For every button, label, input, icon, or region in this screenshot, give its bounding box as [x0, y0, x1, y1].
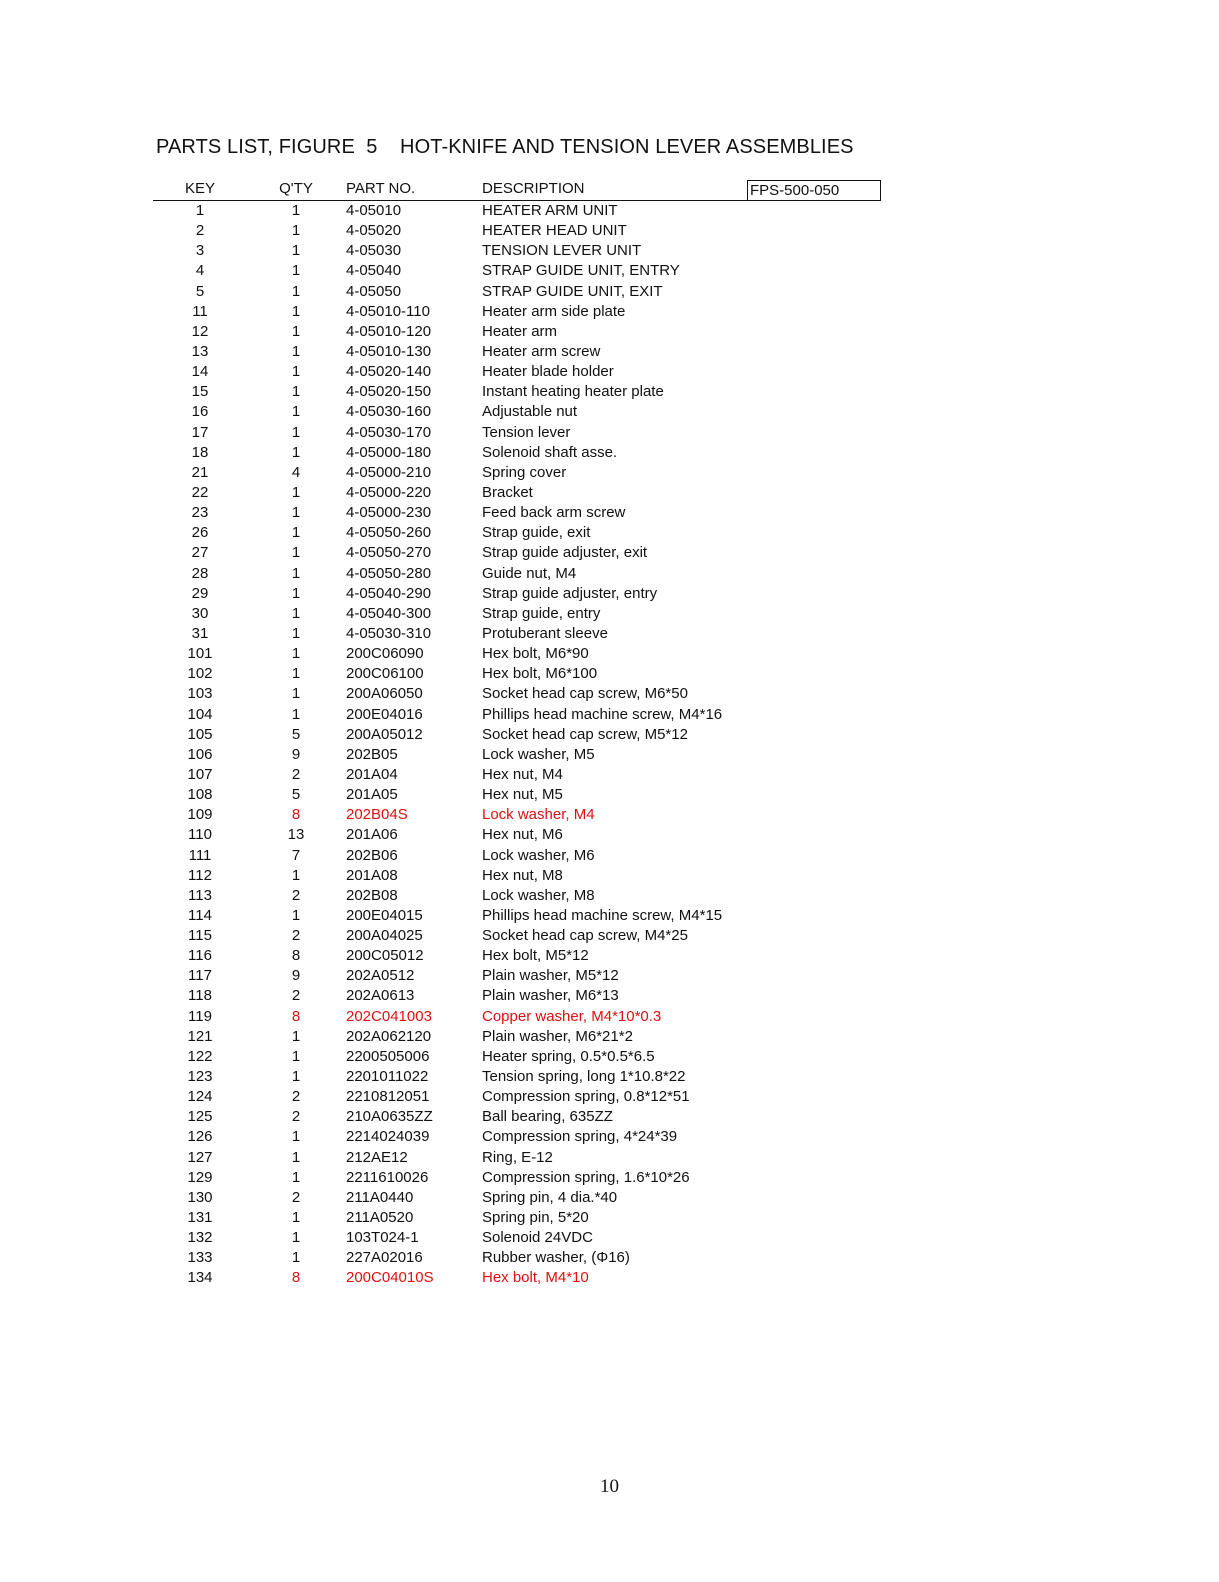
- row-key: 116: [188, 947, 212, 965]
- row-description: Adjustable nut: [482, 403, 578, 421]
- row-key: 22: [191, 483, 209, 501]
- row-qty: 1: [291, 1027, 301, 1045]
- row-key: 107: [187, 765, 213, 783]
- row-key: 13: [191, 342, 209, 360]
- row-qty: 1: [291, 1209, 301, 1227]
- row-description: Socket head cap screw, M5*12: [482, 725, 688, 743]
- row-qty: 8: [291, 806, 301, 824]
- row-description: Socket head cap screw, M6*50: [482, 685, 688, 703]
- row-part-no: 4-05010-120: [346, 322, 432, 340]
- row-qty: 9: [291, 745, 301, 763]
- row-description: Tension spring, long 1*10.8*22: [482, 1068, 686, 1086]
- row-qty: 1: [291, 866, 301, 884]
- row-key: 30: [191, 604, 209, 622]
- table-row: [0, 503, 1219, 523]
- row-qty: 2: [291, 1188, 301, 1206]
- row-key: 104: [187, 705, 213, 723]
- row-key: 115: [188, 927, 212, 945]
- row-key: 117: [188, 967, 212, 985]
- row-description: Heater arm side plate: [482, 302, 626, 320]
- figure-reference-box: FPS-500-050: [747, 180, 881, 201]
- row-key: 18: [191, 443, 209, 461]
- row-qty: 1: [291, 705, 301, 723]
- row-key: 118: [188, 987, 212, 1005]
- table-row: [0, 624, 1219, 644]
- row-key: 4: [195, 262, 205, 280]
- row-qty: 8: [291, 1007, 301, 1025]
- row-part-no: 201A08: [346, 866, 398, 884]
- row-description: Tension lever: [482, 423, 571, 441]
- row-description: Lock washer, M5: [482, 745, 595, 763]
- row-description: Protuberant sleeve: [482, 624, 608, 642]
- row-description: STRAP GUIDE UNIT, ENTRY: [482, 262, 680, 280]
- row-key: 129: [187, 1168, 213, 1186]
- row-part-no: 200C05012: [346, 947, 424, 965]
- table-row: [0, 1107, 1219, 1127]
- row-description: Phillips head machine screw, M4*15: [482, 906, 723, 924]
- table-row: [0, 1007, 1219, 1027]
- row-description: Hex nut, M4: [482, 765, 563, 783]
- row-qty: 4: [291, 463, 301, 481]
- parts-table: [0, 201, 1219, 1289]
- row-key: 26: [191, 524, 209, 542]
- row-part-no: 202A062120: [346, 1027, 432, 1045]
- column-header-part-no: PART NO.: [346, 180, 416, 197]
- row-part-no: 2211610026: [346, 1168, 429, 1186]
- row-qty: 9: [291, 967, 301, 985]
- row-part-no: 212AE12: [346, 1148, 408, 1166]
- table-row: [0, 906, 1219, 926]
- row-qty: 1: [291, 403, 301, 421]
- row-description: Strap guide adjuster, exit: [482, 544, 648, 562]
- row-part-no: 4-05030-310: [346, 624, 432, 642]
- table-row: [0, 604, 1219, 624]
- row-part-no: 4-05050: [346, 282, 402, 300]
- row-qty: 1: [291, 1148, 301, 1166]
- row-part-no: 103T024-1: [346, 1229, 419, 1247]
- row-description: Instant heating heater plate: [482, 383, 664, 401]
- row-description: Strap guide, exit: [482, 524, 591, 542]
- row-part-no: 4-05040: [346, 262, 402, 280]
- row-part-no: 201A05: [346, 786, 398, 804]
- row-description: Heater arm screw: [482, 342, 601, 360]
- row-key: 132: [187, 1229, 213, 1247]
- row-key: 101: [187, 645, 213, 663]
- row-key: 126: [187, 1128, 213, 1146]
- row-qty: 1: [291, 524, 301, 542]
- row-qty: 1: [291, 1249, 301, 1267]
- table-row: [0, 1188, 1219, 1208]
- row-part-no: 201A04: [346, 765, 398, 783]
- row-part-no: 4-05030-160: [346, 403, 432, 421]
- row-part-no: 2210812051: [346, 1088, 430, 1106]
- row-key: 12: [191, 322, 209, 340]
- table-row: [0, 1087, 1219, 1107]
- table-row: [0, 241, 1219, 261]
- row-part-no: 4-05000-220: [346, 483, 432, 501]
- row-part-no: 4-05040-300: [346, 604, 432, 622]
- column-header-qty: Q'TY: [279, 180, 313, 197]
- table-row: [0, 342, 1219, 362]
- row-part-no: 200A05012: [346, 725, 423, 743]
- page-title: PARTS LIST, FIGURE 5 HOT-KNIFE AND TENSION LEVER ASSEMBLIES: [156, 136, 854, 158]
- row-description: Ring, E-12: [482, 1148, 553, 1166]
- row-part-no: 200C06100: [346, 665, 424, 683]
- row-qty: 1: [291, 584, 301, 602]
- table-row: [0, 825, 1219, 845]
- table-row: [0, 564, 1219, 584]
- row-key: 127: [187, 1148, 213, 1166]
- table-row: [0, 584, 1219, 604]
- table-row: [0, 463, 1219, 483]
- table-row: [0, 705, 1219, 725]
- row-qty: 7: [291, 846, 301, 864]
- row-qty: 1: [291, 322, 301, 340]
- row-description: Feed back arm screw: [482, 504, 626, 522]
- row-qty: 2: [291, 1108, 301, 1126]
- row-qty: 1: [291, 1168, 301, 1186]
- row-part-no: 4-05010-110: [346, 302, 430, 320]
- row-qty: 1: [291, 1229, 301, 1247]
- row-description: Ball bearing, 635ZZ: [482, 1108, 613, 1126]
- row-part-no: 4-05020-150: [346, 383, 432, 401]
- row-qty: 1: [291, 443, 301, 461]
- row-qty: 2: [291, 987, 301, 1005]
- row-qty: 8: [291, 947, 301, 965]
- row-key: 108: [187, 786, 213, 804]
- table-row: [0, 1148, 1219, 1168]
- row-key: 133: [187, 1249, 213, 1267]
- row-key: 28: [191, 564, 209, 582]
- table-row: [0, 926, 1219, 946]
- row-key: 122: [187, 1047, 213, 1065]
- row-description: Heater arm: [482, 322, 558, 340]
- row-description: Rubber washer, (Φ16): [482, 1249, 630, 1267]
- row-key: 106: [187, 745, 213, 763]
- row-qty: 1: [291, 282, 301, 300]
- row-description: Heater blade holder: [482, 363, 614, 381]
- row-key: 105: [187, 725, 213, 743]
- row-part-no: 4-05040-290: [346, 584, 432, 602]
- row-description: Phillips head machine screw, M4*16: [482, 705, 723, 723]
- table-row: [0, 443, 1219, 463]
- row-qty: 1: [291, 383, 301, 401]
- row-part-no: 202B04S: [346, 806, 408, 824]
- row-key: 121: [187, 1027, 213, 1045]
- row-qty: 8: [291, 1269, 301, 1287]
- table-row: [0, 644, 1219, 664]
- row-qty: 1: [291, 1128, 301, 1146]
- row-key: 3: [195, 242, 205, 260]
- row-part-no: 210A0635ZZ: [346, 1108, 433, 1126]
- row-qty: 5: [291, 725, 301, 743]
- row-qty: 1: [291, 1047, 301, 1065]
- table-row: [0, 1047, 1219, 1067]
- row-key: 111: [188, 846, 212, 864]
- row-key: 27: [191, 544, 209, 562]
- row-part-no: 4-05030-170: [346, 423, 432, 441]
- table-row: [0, 221, 1219, 241]
- table-row: [0, 362, 1219, 382]
- row-qty: 1: [291, 363, 301, 381]
- row-description: Compression spring, 4*24*39: [482, 1128, 678, 1146]
- table-row: [0, 201, 1219, 221]
- row-key: 113: [188, 886, 212, 904]
- row-part-no: 200E04016: [346, 705, 423, 723]
- table-row: [0, 1208, 1219, 1228]
- row-description: Guide nut, M4: [482, 564, 577, 582]
- row-part-no: 2201011022: [346, 1068, 429, 1086]
- row-description: TENSION LEVER UNIT: [482, 242, 642, 260]
- row-qty: 2: [291, 1088, 301, 1106]
- row-description: Solenoid shaft asse.: [482, 443, 618, 461]
- row-description: HEATER ARM UNIT: [482, 202, 618, 219]
- row-qty: 2: [291, 927, 301, 945]
- row-part-no: 4-05050-280: [346, 564, 432, 582]
- row-part-no: 4-05000-210: [346, 463, 432, 481]
- table-row: [0, 1268, 1219, 1288]
- row-qty: 2: [291, 765, 301, 783]
- row-description: HEATER HEAD UNIT: [482, 222, 627, 240]
- row-key: 124: [187, 1088, 213, 1106]
- row-part-no: 200A04025: [346, 927, 423, 945]
- table-row: [0, 1127, 1219, 1147]
- row-part-no: 202A0512: [346, 967, 415, 985]
- row-key: 14: [191, 363, 209, 381]
- table-row: [0, 866, 1219, 886]
- table-row: [0, 1228, 1219, 1248]
- row-key: 29: [191, 584, 209, 602]
- column-header-description: DESCRIPTION: [482, 180, 585, 197]
- row-description: Lock washer, M6: [482, 846, 595, 864]
- row-key: 23: [191, 504, 209, 522]
- table-row: [0, 664, 1219, 684]
- row-qty: 5: [291, 786, 301, 804]
- row-key: 110: [188, 826, 212, 844]
- row-part-no: 4-05020: [346, 222, 402, 240]
- row-qty: 1: [291, 483, 301, 501]
- table-row: [0, 382, 1219, 402]
- row-part-no: 202C041003: [346, 1007, 432, 1025]
- row-key: 125: [187, 1108, 213, 1126]
- row-description: Plain washer, M5*12: [482, 967, 619, 985]
- row-part-no: 211A0520: [346, 1209, 414, 1227]
- row-description: Spring pin, 5*20: [482, 1209, 589, 1227]
- row-key: 103: [187, 685, 213, 703]
- row-key: 112: [188, 866, 212, 884]
- row-description: Strap guide, entry: [482, 604, 601, 622]
- row-description: Hex bolt, M6*100: [482, 665, 598, 683]
- row-key: 5: [195, 282, 205, 300]
- table-row: [0, 423, 1219, 443]
- row-description: Bracket: [482, 483, 533, 501]
- row-key: 1: [195, 202, 205, 219]
- table-row: [0, 483, 1219, 503]
- table-row: [0, 745, 1219, 765]
- row-key: 17: [191, 423, 209, 441]
- table-row: [0, 1168, 1219, 1188]
- row-description: Hex bolt, M5*12: [482, 947, 589, 965]
- row-description: Compression spring, 0.8*12*51: [482, 1088, 690, 1106]
- row-qty: 1: [291, 544, 301, 562]
- row-description: Spring pin, 4 dia.*40: [482, 1188, 618, 1206]
- row-part-no: 4-05010-130: [346, 342, 432, 360]
- table-row: [0, 1067, 1219, 1087]
- table-row: [0, 322, 1219, 342]
- row-description: Copper washer, M4*10*0.3: [482, 1007, 662, 1025]
- row-key: 130: [187, 1188, 213, 1206]
- row-key: 15: [191, 383, 209, 401]
- row-key: 114: [188, 906, 212, 924]
- row-part-no: 4-05010: [346, 202, 402, 219]
- row-qty: 1: [291, 665, 301, 683]
- row-description: Plain washer, M6*13: [482, 987, 619, 1005]
- page-number: 10: [600, 1476, 619, 1497]
- row-qty: 1: [291, 262, 301, 280]
- row-key: 123: [187, 1068, 213, 1086]
- row-qty: 1: [291, 906, 301, 924]
- row-key: 21: [191, 463, 209, 481]
- row-qty: 1: [291, 342, 301, 360]
- row-key: 16: [191, 403, 209, 421]
- row-part-no: 4-05000-180: [346, 443, 432, 461]
- row-description: Hex bolt, M4*10: [482, 1269, 589, 1287]
- row-part-no: 211A0440: [346, 1188, 414, 1206]
- table-row: [0, 805, 1219, 825]
- row-qty: 1: [291, 302, 301, 320]
- table-row: [0, 765, 1219, 785]
- row-part-no: 200C06090: [346, 645, 424, 663]
- table-row: [0, 886, 1219, 906]
- row-part-no: 200E04015: [346, 906, 423, 924]
- row-part-no: 202B06: [346, 846, 398, 864]
- row-part-no: 2214024039: [346, 1128, 430, 1146]
- row-description: Hex nut, M6: [482, 826, 563, 844]
- row-key: 109: [187, 806, 213, 824]
- row-description: Plain washer, M6*21*2: [482, 1027, 633, 1045]
- table-row: [0, 1248, 1219, 1268]
- row-description: Lock washer, M4: [482, 806, 595, 824]
- row-part-no: 4-05050-270: [346, 544, 432, 562]
- row-part-no: 4-05050-260: [346, 524, 432, 542]
- row-key: 31: [191, 624, 209, 642]
- row-key: 102: [187, 665, 213, 683]
- row-qty: 1: [291, 604, 301, 622]
- table-row: [0, 986, 1219, 1006]
- row-part-no: 2200505006: [346, 1047, 430, 1065]
- row-part-no: 201A06: [346, 826, 398, 844]
- row-description: STRAP GUIDE UNIT, EXIT: [482, 282, 663, 300]
- table-row: [0, 543, 1219, 563]
- row-qty: 1: [291, 242, 301, 260]
- row-part-no: 202B05: [346, 745, 398, 763]
- row-key: 131: [187, 1209, 213, 1227]
- table-row: [0, 523, 1219, 543]
- row-qty: 13: [287, 826, 305, 844]
- table-row: [0, 402, 1219, 422]
- row-qty: 1: [291, 645, 301, 663]
- table-row: [0, 1027, 1219, 1047]
- row-qty: 1: [291, 564, 301, 582]
- row-part-no: 4-05030: [346, 242, 402, 260]
- row-qty: 1: [291, 1068, 301, 1086]
- row-description: Lock washer, M8: [482, 886, 595, 904]
- table-row: [0, 946, 1219, 966]
- row-key: 119: [188, 1007, 212, 1025]
- row-description: Hex nut, M8: [482, 866, 563, 884]
- row-qty: 1: [291, 423, 301, 441]
- row-part-no: 4-05000-230: [346, 504, 432, 522]
- table-row: [0, 684, 1219, 704]
- table-row: [0, 261, 1219, 281]
- table-row: [0, 282, 1219, 302]
- row-qty: 1: [291, 685, 301, 703]
- row-description: Heater spring, 0.5*0.5*6.5: [482, 1047, 655, 1065]
- row-qty: 2: [291, 886, 301, 904]
- row-description: Solenoid 24VDC: [482, 1229, 593, 1247]
- table-row: [0, 846, 1219, 866]
- row-description: Hex nut, M5: [482, 786, 563, 804]
- row-key: 11: [192, 302, 208, 320]
- row-part-no: 4-05020-140: [346, 363, 432, 381]
- row-description: Spring cover: [482, 463, 567, 481]
- row-key: 134: [187, 1269, 213, 1287]
- table-row: [0, 966, 1219, 986]
- row-description: Socket head cap screw, M4*25: [482, 927, 688, 945]
- table-row: [0, 302, 1219, 322]
- row-key: 2: [195, 222, 205, 240]
- row-qty: 1: [291, 504, 301, 522]
- row-part-no: 200C04010S: [346, 1269, 434, 1287]
- table-row: [0, 785, 1219, 805]
- row-part-no: 202A0613: [346, 987, 415, 1005]
- row-description: Hex bolt, M6*90: [482, 645, 589, 663]
- row-qty: 1: [291, 202, 301, 219]
- column-header-key: KEY: [184, 180, 215, 197]
- row-qty: 1: [291, 624, 301, 642]
- row-description: Compression spring, 1.6*10*26: [482, 1168, 690, 1186]
- row-part-no: 200A06050: [346, 685, 423, 703]
- row-description: Strap guide adjuster, entry: [482, 584, 658, 602]
- table-row: [0, 725, 1219, 745]
- row-qty: 1: [291, 222, 301, 240]
- row-part-no: 227A02016: [346, 1249, 423, 1267]
- row-part-no: 202B08: [346, 886, 398, 904]
